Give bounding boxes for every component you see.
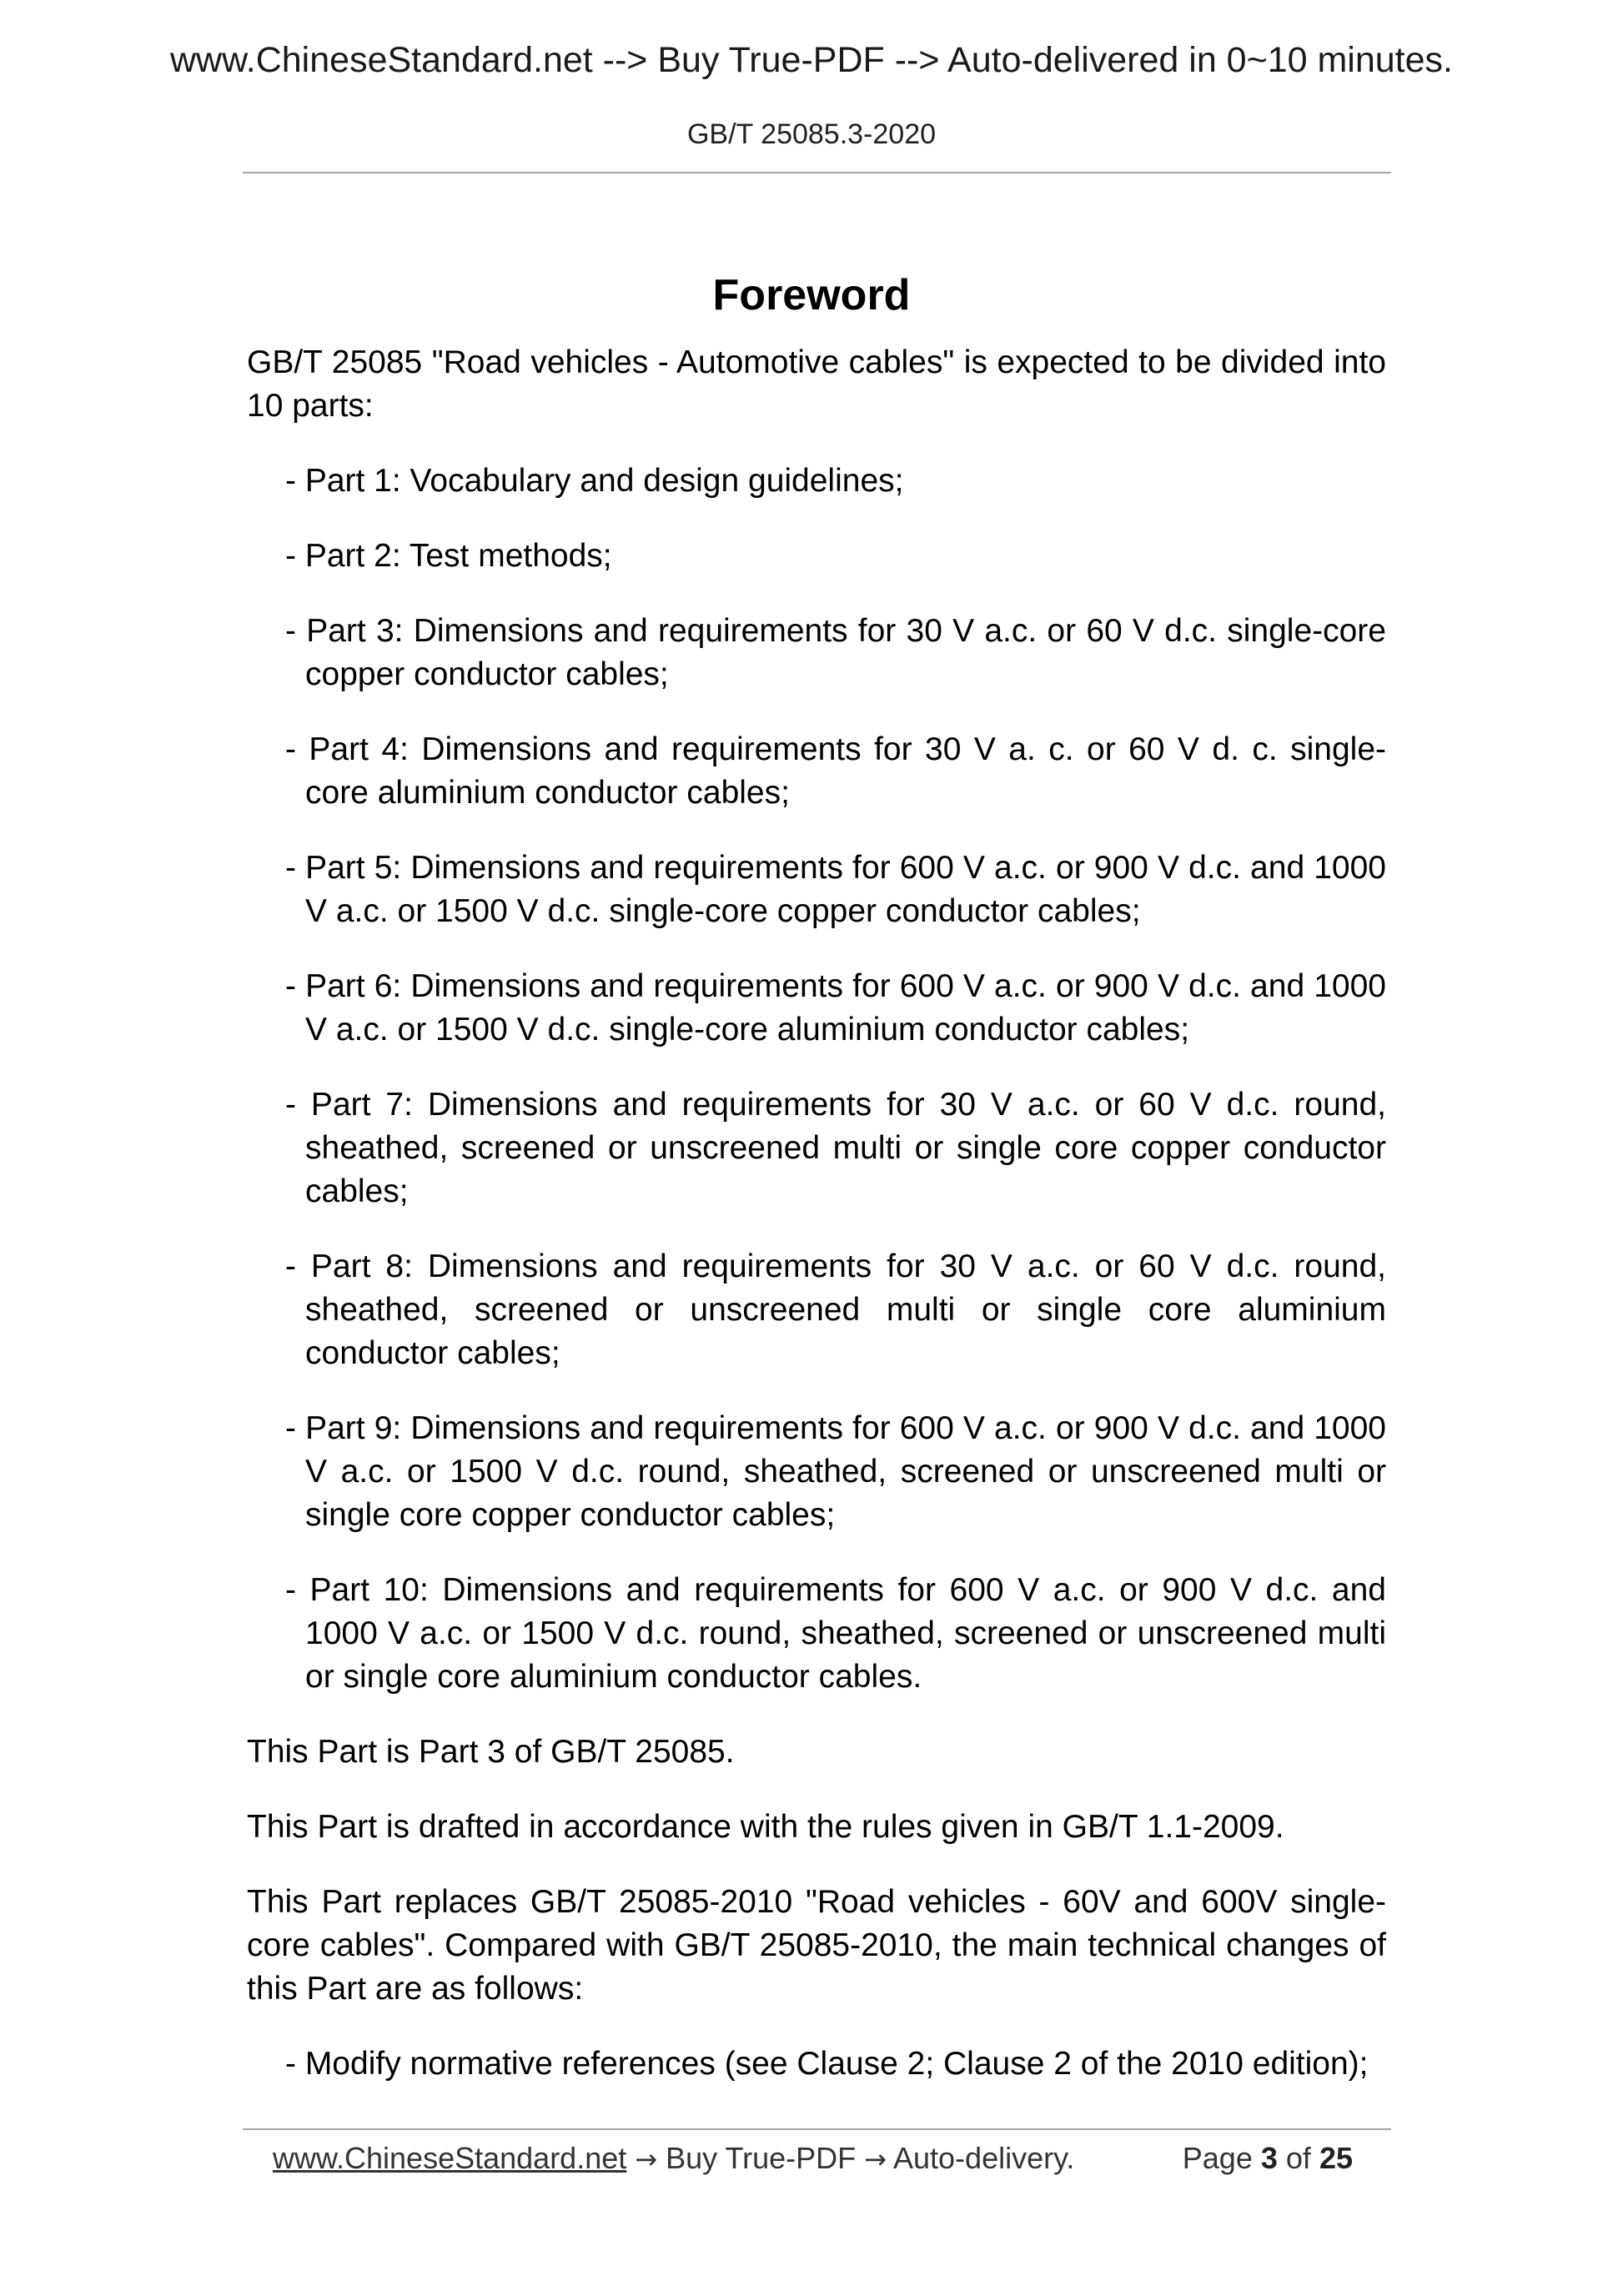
page-footer [273,2132,1374,2186]
drafting-statement: This Part is drafted in accordance with the rules given in GB/T 1.1-2009. [247,1809,1284,1845]
part-item-6: - Part 6: Dimensions and requirements for 600 V a.c. or 900 V d.c. and 1000 V a.c. or 1500 V d.c. single-core aluminium conductor cables; [285,968,1386,1048]
document-body [247,341,1386,2118]
footer-site-link[interactable]: www.ChineseStandard.net [273,2141,627,2175]
part-item-7: - Part 7: Dimensions and requirements for 30 V a.c. or 60 V d.c. round, sheathed, screened or unscreened multi or single core copper conductor cables; [285,1087,1386,1209]
header-banner: www.ChineseStandard.net --> Buy True-PDF --> Auto-delivered in 0~10 minutes. [169,40,1453,80]
footer-buy-text: Buy True-PDF [666,2141,857,2175]
current-page: 3 [1260,2141,1278,2175]
of-label: of [1285,2141,1311,2175]
page-number [1183,2132,1353,2185]
changes-list [247,2042,1386,2086]
change-item: - Modify normative references (see Clause 2; Clause 2 of the 2010 edition); [285,2046,1369,2082]
parts-list [247,460,1386,1699]
header-divider [243,172,1391,173]
part-item-2: - Part 2: Test methods; [285,538,612,574]
arrow-right-icon: → [864,2143,887,2175]
replacement-statement: This Part replaces GB/T 25085-2010 "Road vehicles - 60V and 600V single-core cables". Compared with GB/T 25085-2010, the main technical changes of this Part are as follows: [247,1884,1386,2007]
part-item-1: - Part 1: Vocabulary and design guidelines; [285,463,904,499]
part-item-10: - Part 10: Dimensions and requirements for 600 V a.c. or 900 V d.c. and 1000 V a.c. or 1500 V d.c. round, sheathed, screened or unscreened multi or single core aluminium conductor cables. [285,1572,1386,1695]
page-title: Foreword [712,270,911,319]
part-item-4: - Part 4: Dimensions and requirements for 30 V a. c. or 60 V d. c. single-core aluminium conductor cables; [285,731,1386,811]
footer-auto-text: Auto-delivery. [893,2141,1075,2175]
part-item-3: - Part 3: Dimensions and requirements for 30 V a.c. or 60 V d.c. single-core copper conductor cables; [285,613,1386,692]
part-item-8: - Part 8: Dimensions and requirements for 30 V a.c. or 60 V d.c. round, sheathed, screened or unscreened multi or single core aluminium conductor cables; [285,1248,1386,1371]
arrow-right-icon: → [635,2143,658,2175]
standard-code: GB/T 25085.3-2020 [686,118,937,150]
footer-divider [243,2128,1391,2130]
total-pages: 25 [1319,2141,1353,2175]
part-statement: This Part is Part 3 of GB/T 25085. [247,1734,735,1770]
part-item-9: - Part 9: Dimensions and requirements for 600 V a.c. or 900 V d.c. and 1000 V a.c. or 1500 V d.c. round, sheathed, screened or unscreened multi or single core copper conductor cables; [285,1410,1386,1533]
part-item-5: - Part 5: Dimensions and requirements for 600 V a.c. or 900 V d.c. and 1000 V a.c. or 1500 V d.c. single-core copper conductor cables; [285,850,1386,929]
page-label: Page [1182,2141,1253,2175]
intro-paragraph: GB/T 25085 "Road vehicles - Automotive cables" is expected to be divided into 10 parts: [247,344,1386,424]
